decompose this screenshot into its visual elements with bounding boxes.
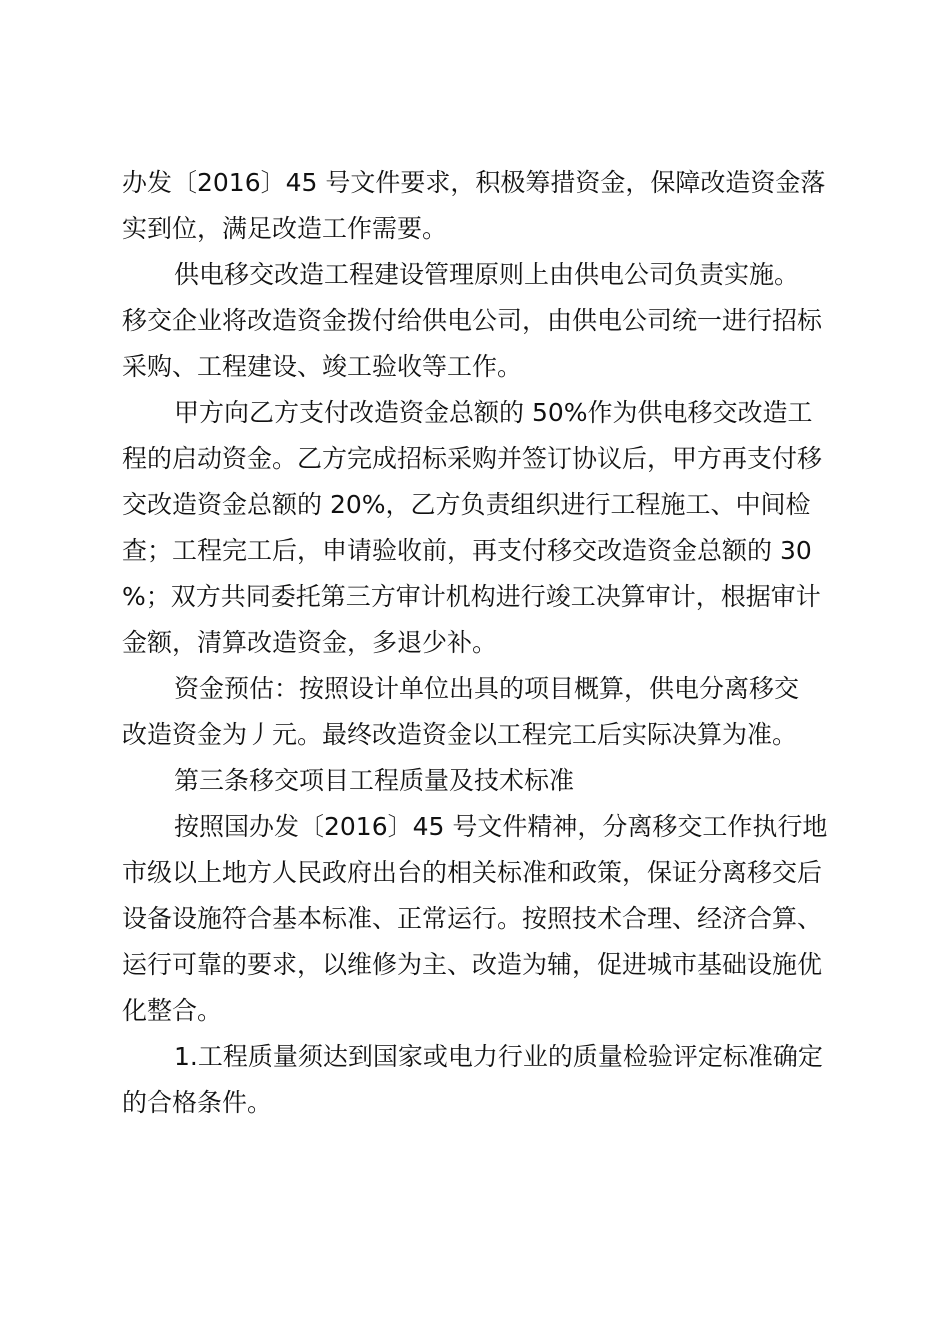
text-line: 市级以上地方人民政府出台的相关标准和政策，保证分离移交后 (122, 858, 823, 887)
text-line: 金额，清算改造资金，多退少补。 (122, 628, 498, 657)
text-line: 移交企业将改造资金拨付给供电公司，由供电公司统一进行招标 (122, 306, 823, 335)
body-text (122, 160, 838, 1126)
text-line: 按照国办发〔2016〕45 号文件精神，分离移交工作执行地 (174, 812, 828, 841)
text-line: 化整合。 (122, 996, 223, 1025)
text-line: 交改造资金总额的 20%，乙方负责组织进行工程施工、中间检 (122, 490, 811, 519)
section-heading: 第三条移交项目工程质量及技术标准 (174, 766, 575, 795)
text-line: 查；工程完工后，申请验收前，再支付移交改造资金总额的 30 (122, 536, 812, 565)
text-line: 供电移交改造工程建设管理原则上由供电公司负责实施。 (174, 260, 800, 289)
text-line: 资金预估：按照设计单位出具的项目概算，供电分离移交 (174, 674, 800, 703)
text-line: 1.工程质量须达到国家或电力行业的质量检验评定标准确定 (174, 1042, 823, 1071)
text-line: 甲方向乙方支付改造资金总额的 50%作为供电移交改造工 (174, 398, 813, 427)
text-line: 运行可靠的要求，以维修为主、改造为辅，促进城市基础设施优 (122, 950, 823, 979)
text-line: %；双方共同委托第三方审计机构进行竣工决算审计，根据审计 (122, 582, 821, 611)
text-line: 的合格条件。 (122, 1088, 273, 1117)
text-line: 改造资金为丿元。最终改造资金以工程完工后实际决算为准。 (122, 720, 798, 749)
text-line: 采购、工程建设、竣工验收等工作。 (122, 352, 523, 381)
text-line: 实到位，满足改造工作需要。 (122, 214, 448, 243)
text-line: 设备设施符合基本标准、正常运行。按照技术合理、经济合算、 (122, 904, 823, 933)
text-line: 办发〔2016〕45 号文件要求，积极筹措资金，保障改造资金落 (122, 168, 826, 197)
text-line: 程的启动资金。乙方完成招标采购并签订协议后，甲方再支付移 (122, 444, 823, 473)
